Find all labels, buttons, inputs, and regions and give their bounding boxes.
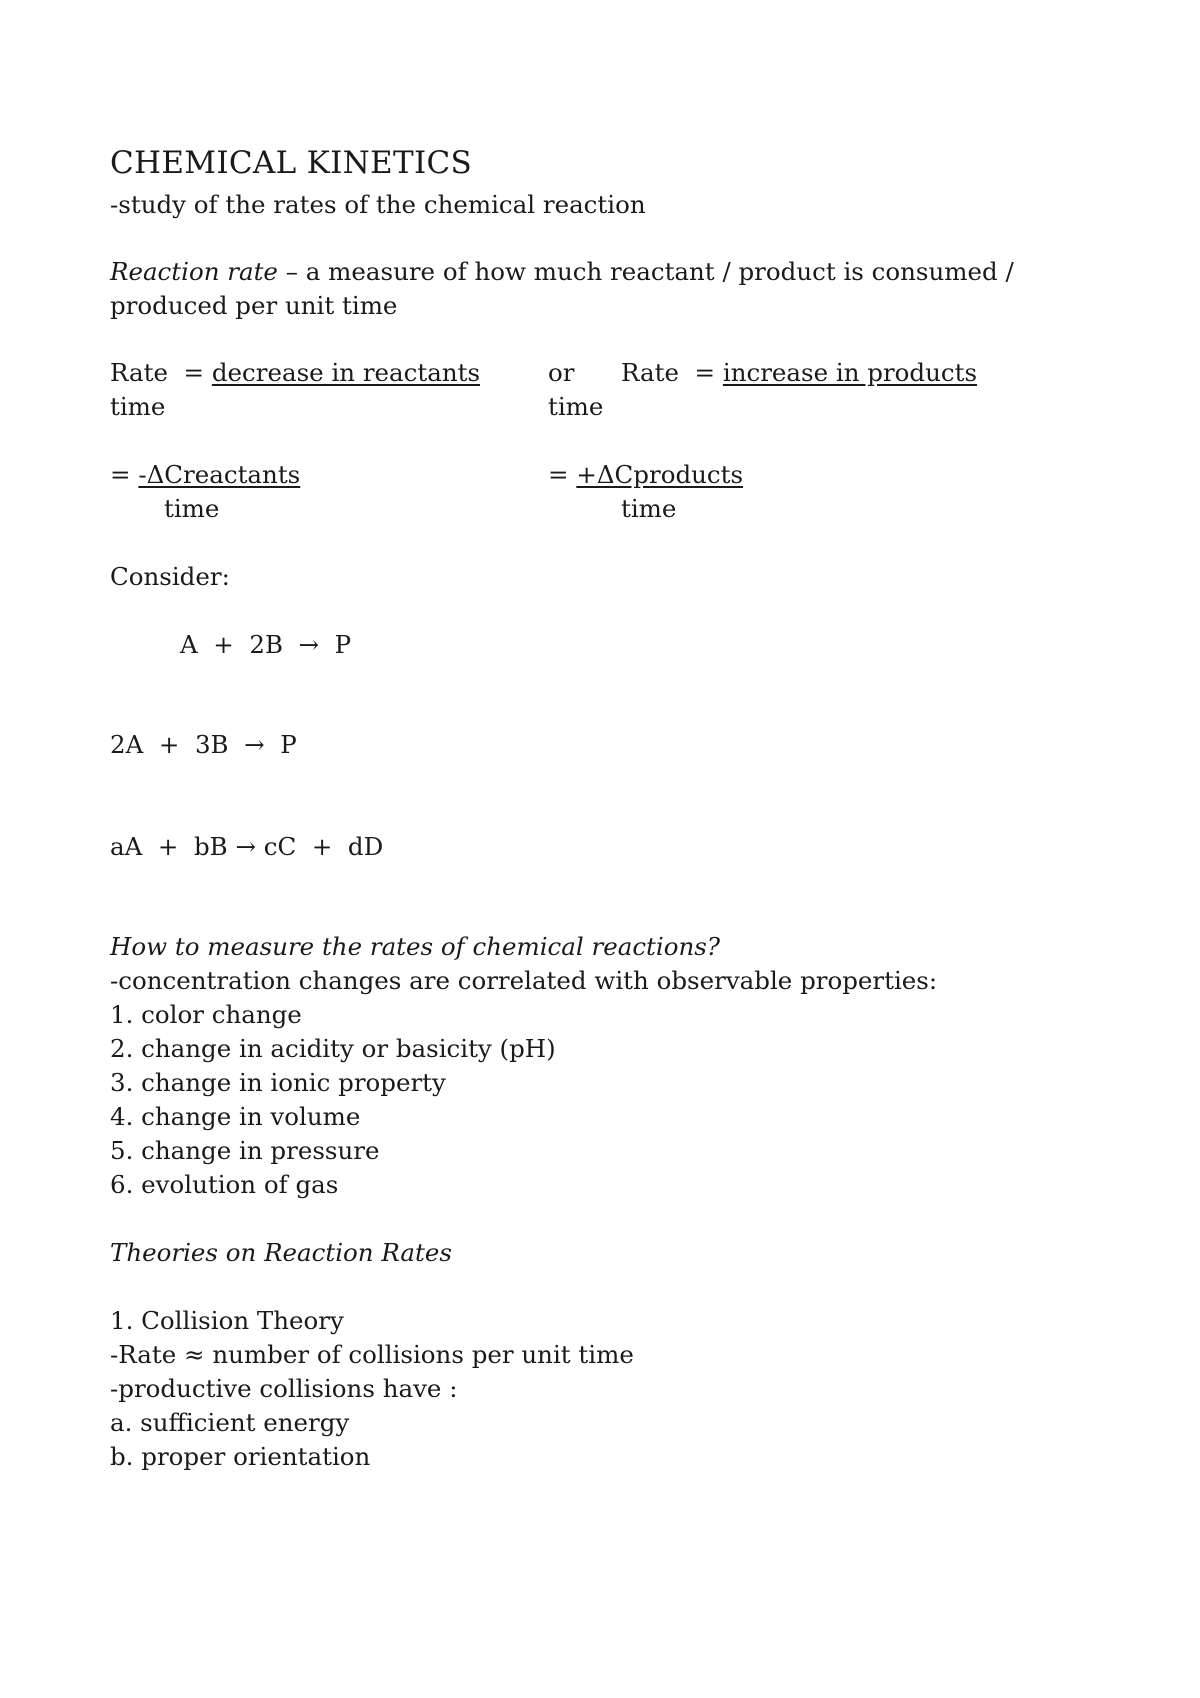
delta-right-formula [548,458,743,492]
list-item: 5. change in pressure [110,1136,380,1165]
list-item: 6. evolution of gas [110,1170,339,1199]
consider-label: Consider: [110,562,230,591]
definition-line-1 [110,255,1014,289]
list-item: 3. change in ionic property [110,1068,446,1097]
rate-left-formula [110,356,480,390]
rate-left-label: Rate = [110,358,212,387]
theory-line: -Rate ≈ number of collisions per unit time [110,1340,634,1369]
list-item: 1. color change [110,1000,302,1029]
rate-left-denominator: time [110,392,166,421]
theory-line: a. sufficient energy [110,1408,350,1437]
theory-line: -productive collisions have : [110,1374,458,1403]
measure-intro: -concentration changes are correlated with observable properties: [110,966,938,995]
rate-right-label: Rate = [621,358,723,387]
delta-right-prefix: = [548,460,577,489]
theory-line: b. proper orientation [110,1442,371,1471]
delta-right-numerator: +ΔCproducts [576,460,744,489]
page-title: CHEMICAL KINETICS [110,145,473,181]
equation-1: A + 2B → P [180,630,352,659]
equation-3: aA + bB → cC + dD [110,832,384,861]
rate-right-numerator: increase in products [722,358,978,387]
rate-right-denominator: time [548,392,604,421]
rate-right-formula [621,356,977,390]
delta-right-denominator: time [621,494,677,523]
delta-left-denominator: time [164,494,220,523]
rate-left-numerator: decrease in reactants [211,358,481,387]
theory-1-title: 1. Collision Theory [110,1306,344,1335]
list-item: 4. change in volume [110,1102,361,1131]
measure-question: How to measure the rates of chemical reactions? [110,932,720,961]
equation-2: 2A + 3B → P [110,730,297,759]
delta-left-numerator: -ΔCreactants [138,460,301,489]
subtitle: -study of the rates of the chemical reaction [110,190,646,219]
list-item: 2. change in acidity or basicity (pH) [110,1034,556,1063]
definition-term: Reaction rate [110,257,278,286]
definition-line-2: produced per unit time [110,291,398,320]
definition-text: – a measure of how much reactant / product is consumed / [277,257,1014,286]
theories-heading: Theories on Reaction Rates [110,1238,452,1267]
delta-left-formula [110,458,300,492]
delta-left-prefix: = [110,460,139,489]
or-word: or [548,358,575,387]
